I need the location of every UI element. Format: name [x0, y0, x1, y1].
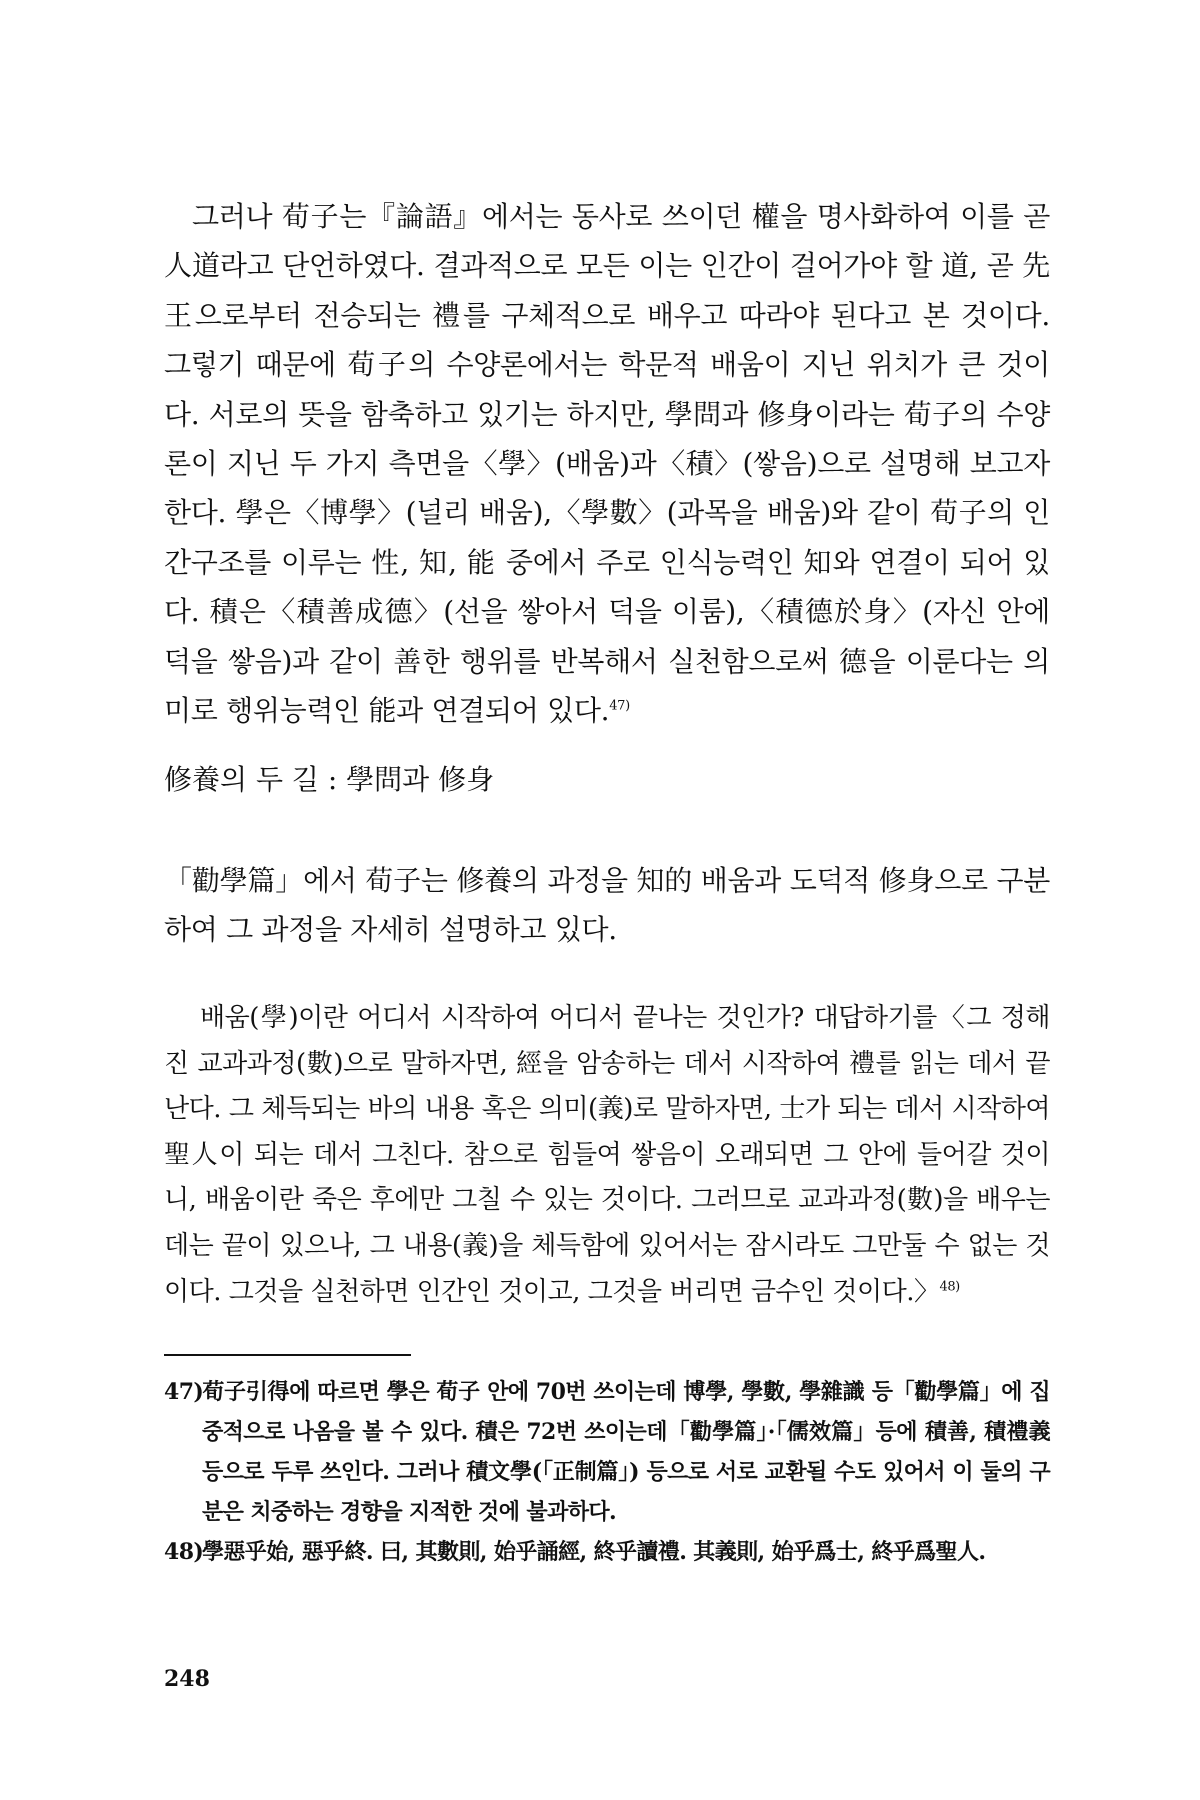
block-quote-text: 배움(學)이란 어디서 시작하여 어디서 끝나는 것인가? 대답하기를〈그 정해진 교과과정(數)으로 말하자면, 經을 암송하는 데서 시작하여 禮를 읽는 데서 끝난다. 그 체득되는 바의 내용 혹은 의미(義)로 말하자면, 士가 되는 데서 시작하여 聖人이 되는 데서 그친다. 참으로 힘들여 쌓음이 오래되면 그 안에 들어갈 것이니, 배움이란 죽은 후에만 그칠 수 있는 것이다. 그러므로 교과과정(數)을 배우는 데는 끝이 있으나, 그 내용(義)을 체득함에 있어서는 잠시라도 그만둘 수 없는 것이다. 그것을 실천하면 인간인 것이고, 그것을 버리면 금수인 것이다.〉: [164, 1003, 1050, 1307]
body-paragraph-1-text: 그러나 荀子는『論語』에서는 동사로 쓰이던 權을 명사화하여 이를 곧 人道라고 단언하였다. 결과적으로 모든 이는 인간이 걸어가야 할 道, 곧 先王으로부터 전승되는 禮를 구체적으로 배우고 따라야 된다고 본 것이다. 그렇기 때문에 荀子의 수양론에서는 학문적 배움이 지닌 위치가 큰 것이다. 서로의 뜻을 함축하고 있기는 하지만, 學問과 修身이라는 荀子의 수양론이 지닌 두 가지 측면을〈學〉(배움)과〈積〉(쌓음)으로 설명해 보고자 한다. 學은〈博學〉(널리 배움),〈學數〉(과목을 배움)와 같이 荀子의 인간구조를 이루는 性, 知, 能 중에서 주로 인식능력인 知와 연결이 되어 있다. 積은〈積善成德〉(선을 쌓아서 덕을 이룸),〈積德於身〉(자신 안에 덕을 쌓음)과 같이 善한 행위를 반복해서 실천함으로써 德을 이룬다는 의미로 행위능력인 能과 연결되어 있다.: [164, 200, 1050, 728]
footnote-47: [164, 1372, 1050, 1532]
page-number: 248: [164, 1666, 210, 1692]
footnote-number: 47): [164, 1379, 204, 1405]
footnote-text: 荀子引得에 따르면 學은 荀子 안에 70번 쓰이는데 博學, 學數, 學雜識 등「勸學篇」에 집중적으로 나옴을 볼 수 있다. 積은 72번 쓰이는데「勸學篇」·「儒效篇」등에 積善, 積禮義 등으로 두루 쓰인다. 그러나 積文學(「正制篇」) 등으로 서로 교환될 수도 있어서 이 둘의 구분은 치중하는 경향을 지적한 것에 불과하다.: [202, 1379, 1050, 1525]
block-quote: [164, 996, 1050, 1315]
footnote-text: 學惡乎始, 惡乎終. 曰, 其數則, 始乎誦經, 終乎讀禮. 其義則, 始乎爲士, 終乎爲聖人.: [202, 1539, 986, 1565]
section-heading: 修養의 두 길 : 學問과 修身: [164, 763, 495, 796]
footnote-divider: [164, 1354, 411, 1356]
footnote-ref-48: 48): [939, 1278, 960, 1294]
body-paragraph-2: 「勸學篇」에서 荀子는 修養의 과정을 知的 배움과 도덕적 修身으로 구분하여 그 과정을 자세히 설명하고 있다.: [164, 864, 1050, 947]
footnote-number: 48): [164, 1539, 204, 1565]
footnote-48: [164, 1532, 1050, 1572]
footnote-list: [164, 1372, 1050, 1572]
body-paragraph-1: [164, 192, 1050, 735]
footnote-ref-47: 47): [609, 698, 630, 714]
